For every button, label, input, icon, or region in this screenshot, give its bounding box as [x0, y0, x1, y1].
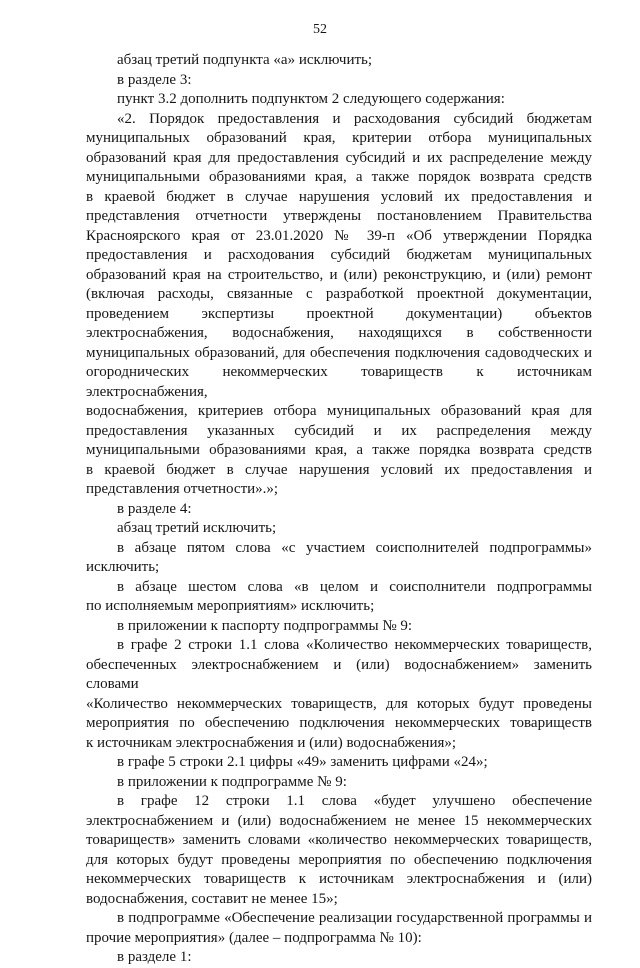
- document-body: [86, 51, 592, 968]
- text-line: водоснабжения, критериев отбора муниципальных образований края для: [86, 403, 592, 419]
- paragraph: [86, 753, 592, 773]
- text-line: некоммерческих товариществ к источникам электроснабжения и (или): [86, 871, 592, 887]
- text-line: представления отчетности утверждены постановлением Правительства: [86, 208, 592, 224]
- text-line: в графе 2 строки 1.1 слова «Количество некоммерческих товариществ,: [117, 637, 592, 653]
- text-line: пункт 3.2 дополнить подпунктом 2 следующего содержания:: [117, 91, 505, 107]
- text-line: для которых будут проведены мероприятия по обеспечению подключения: [86, 851, 592, 868]
- text-line: в приложении к подпрограмме № 9:: [117, 773, 347, 790]
- text-line: мероприятия по обеспечению подключения некоммерческих товариществ: [86, 715, 592, 731]
- text-line: товариществ» заменить словами «количество некоммерческих товариществ,: [86, 832, 592, 848]
- text-line: муниципальными образованиями края, а также порядка возврата средств: [86, 442, 592, 458]
- text-line: в разделе 3:: [117, 71, 192, 88]
- text-line: в разделе 1:: [117, 949, 192, 965]
- paragraph: [86, 539, 592, 578]
- text-line: в абзаце пятом слова «с участием соисполнителей подпрограммы»: [117, 539, 592, 556]
- text-line: в краевой бюджет в случае нарушения условий их предоставления и: [86, 461, 592, 478]
- text-line: прочие мероприятия» (далее – подпрограмма № 10):: [86, 929, 422, 946]
- text-line: «Количество некоммерческих товариществ, для которых будут проведены: [86, 695, 592, 712]
- page-number: 52: [313, 22, 327, 37]
- text-line: обеспеченных электроснабжением и (или) водоснабжением» заменить словами: [86, 656, 592, 692]
- paragraph: [86, 773, 592, 793]
- paragraph: [86, 51, 592, 71]
- text-line: образований края для предоставления субсидий и их распределение между: [86, 149, 592, 166]
- text-line: предоставления и расходования субсидий бюджетам муниципальных: [86, 247, 592, 263]
- paragraph: [86, 909, 592, 948]
- text-line: проведением экспертизы проектной документации) объектов: [86, 305, 592, 322]
- text-line: в графе 12 строки 1.1 слова «будет улучшено обеспечение: [117, 793, 592, 809]
- text-line: к источникам электроснабжения и (или) водоснабжения»;: [86, 734, 457, 751]
- text-line: Красноярского края от 23.01.2020 № 39-п «Об утверждении Порядка: [86, 227, 592, 244]
- text-line: (включая расходы, связанные с разработкой проектной документации,: [86, 286, 592, 302]
- paragraph: [86, 90, 592, 110]
- text-line: представления отчетности».»;: [86, 481, 279, 497]
- text-line: образований края на строительство, и (или) реконструкцию, и (или) ремонт: [86, 266, 592, 283]
- text-line: в краевой бюджет в случае нарушения условий их предоставления и: [86, 188, 592, 205]
- text-line: водоснабжения, составит не менее 15»;: [86, 890, 338, 907]
- paragraph: [86, 500, 592, 520]
- paragraph: [86, 636, 592, 753]
- paragraph: [86, 617, 592, 637]
- text-line: в приложении к паспорту подпрограммы № 9:: [117, 617, 413, 634]
- paragraph: [86, 519, 592, 539]
- text-line: «2. Порядок предоставления и расходования субсидий бюджетам: [117, 110, 592, 127]
- paragraph: [86, 71, 592, 91]
- paragraph: [86, 578, 592, 617]
- text-line: в абзаце шестом слова «в целом и соисполнители подпрограммы: [117, 578, 592, 595]
- text-line: муниципальных образований, для обеспечения подключения садоводческих и: [86, 344, 592, 361]
- text-line: огороднических некоммерческих товариществ к источникам электроснабжения,: [86, 364, 592, 400]
- text-line: электроснабжением и (или) водоснабжением не менее 15 некоммерческих: [86, 812, 592, 829]
- text-line: в графе 5 строки 2.1 цифры «49» заменить цифрами «24»;: [117, 754, 488, 770]
- text-line: исключить;: [86, 559, 160, 575]
- text-line: в подпрограмме «Обеспечение реализации государственной программы и: [117, 910, 592, 926]
- text-line: муниципальными образованиями края, а также порядок возврата средств: [86, 169, 592, 185]
- paragraph: [86, 110, 592, 500]
- text-line: электроснабжения, водоснабжения, находящихся в собственности: [86, 325, 592, 341]
- paragraph: [86, 792, 592, 909]
- text-line: абзац третий подпункта «а» исключить;: [117, 52, 373, 68]
- paragraph: [86, 948, 592, 968]
- text-line: предоставления указанных субсидий и их распределения между: [86, 422, 592, 439]
- text-line: абзац третий исключить;: [117, 520, 277, 536]
- text-line: муниципальных образований края, критерии отбора муниципальных: [86, 130, 592, 146]
- text-line: по исполняемым мероприятиям» исключить;: [86, 598, 375, 614]
- text-line: в разделе 4:: [117, 500, 192, 517]
